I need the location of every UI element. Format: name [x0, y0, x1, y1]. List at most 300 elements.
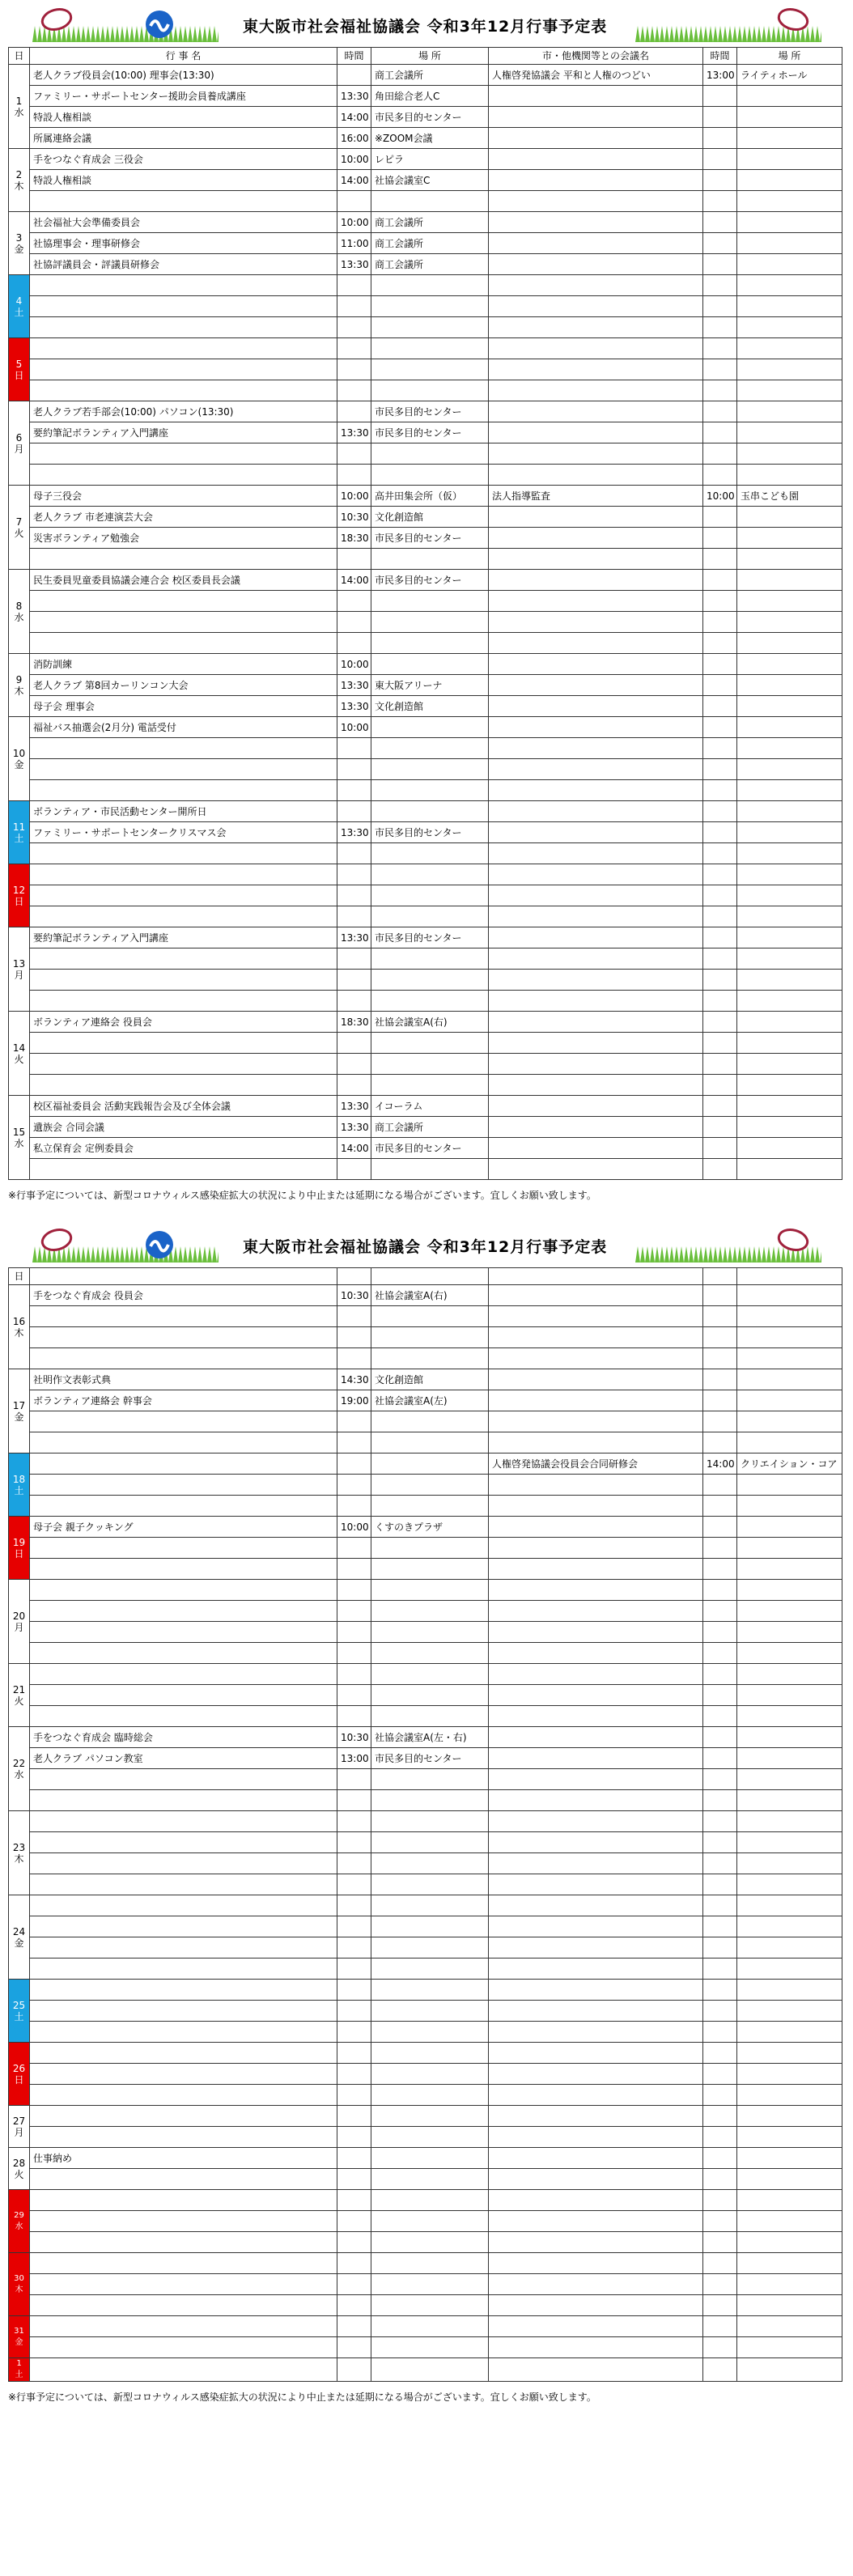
rugby-ball-icon	[777, 1227, 810, 1253]
city-event-time	[703, 1601, 737, 1622]
event-time: 13:30	[337, 927, 371, 948]
event-name: ボランティア連絡会 幹事会	[30, 1390, 337, 1411]
day-cell	[9, 1664, 30, 1727]
event-place: 市民多目的センター	[371, 822, 489, 843]
day-number: 19	[12, 1536, 26, 1548]
city-event-place	[737, 738, 842, 759]
event-time	[337, 2148, 371, 2169]
city-event-place	[737, 1769, 842, 1790]
schedule-table	[8, 1267, 842, 2382]
event-time: 14:00	[337, 570, 371, 591]
event-time	[337, 1075, 371, 1096]
grass-decoration	[32, 2, 219, 42]
event-time	[337, 1895, 371, 1916]
city-event-time	[703, 1895, 737, 1916]
event-place	[371, 1980, 489, 2001]
city-event-time	[703, 359, 737, 380]
table-row	[9, 170, 842, 191]
event-time	[337, 864, 371, 885]
table-row	[9, 2085, 842, 2106]
city-event-time	[703, 549, 737, 570]
city-event-place	[737, 359, 842, 380]
city-event-time	[703, 212, 737, 233]
event-name	[30, 2127, 337, 2148]
city-event-place	[737, 822, 842, 843]
event-name: 母子三役会	[30, 486, 337, 507]
city-event-name	[489, 570, 703, 591]
event-place	[371, 948, 489, 970]
event-name	[30, 1559, 337, 1580]
event-place: 市民多目的センター	[371, 422, 489, 443]
event-time	[337, 1159, 371, 1180]
event-time: 14:00	[337, 107, 371, 128]
city-event-time	[703, 906, 737, 927]
event-name	[30, 317, 337, 338]
city-event-name	[489, 380, 703, 401]
event-time	[337, 2337, 371, 2358]
table-row	[9, 1538, 842, 1559]
table-row	[9, 359, 842, 380]
day-cell	[9, 2190, 30, 2253]
event-name	[30, 2274, 337, 2295]
event-time	[337, 2169, 371, 2190]
city-event-time	[703, 927, 737, 948]
event-time	[337, 338, 371, 359]
event-time	[337, 359, 371, 380]
header-empty	[337, 1268, 371, 1285]
city-event-name	[489, 359, 703, 380]
city-event-name	[489, 948, 703, 970]
day-number: 16	[12, 1315, 26, 1327]
city-event-name	[489, 1306, 703, 1327]
event-place: 社協会議室A(右)	[371, 1012, 489, 1033]
event-name	[30, 1811, 337, 1832]
table-row	[9, 717, 842, 738]
event-place	[371, 1664, 489, 1685]
event-time	[337, 2064, 371, 2085]
table-row	[9, 296, 842, 317]
city-event-place	[737, 1895, 842, 1916]
table-row	[9, 149, 842, 170]
city-event-time	[703, 1138, 737, 1159]
event-time	[337, 1559, 371, 1580]
city-event-time	[703, 1874, 737, 1895]
event-place	[371, 191, 489, 212]
city-event-place	[737, 633, 842, 654]
table-row	[9, 507, 842, 528]
table-row	[9, 2169, 842, 2190]
event-place: 商工会議所	[371, 254, 489, 275]
event-place	[371, 359, 489, 380]
city-event-name	[489, 422, 703, 443]
event-time	[337, 2274, 371, 2295]
city-event-name	[489, 1075, 703, 1096]
event-time: 16:00	[337, 128, 371, 149]
city-event-time	[703, 233, 737, 254]
event-name	[30, 1538, 337, 1559]
city-event-name	[489, 2064, 703, 2085]
city-event-place	[737, 801, 842, 822]
table-row	[9, 2148, 842, 2169]
event-time	[337, 65, 371, 86]
city-event-time	[703, 107, 737, 128]
city-event-name	[489, 2043, 703, 2064]
header-empty	[489, 1268, 703, 1285]
table-row	[9, 991, 842, 1012]
event-name	[30, 338, 337, 359]
event-time: 10:30	[337, 1285, 371, 1306]
event-time	[337, 2043, 371, 2064]
event-place	[371, 970, 489, 991]
table-row	[9, 107, 842, 128]
city-event-name	[489, 2190, 703, 2211]
city-event-time	[703, 1159, 737, 1180]
page-header	[0, 0, 853, 47]
city-event-time	[703, 633, 737, 654]
table-row	[9, 1685, 842, 1706]
day-weekday: 木	[14, 1852, 24, 1865]
city-event-place	[737, 1159, 842, 1180]
city-event-place	[737, 1411, 842, 1432]
event-place	[371, 2211, 489, 2232]
event-name	[30, 948, 337, 970]
city-event-name	[489, 549, 703, 570]
city-event-place	[737, 2043, 842, 2064]
event-time: 10:00	[337, 1517, 371, 1538]
event-name	[30, 1580, 337, 1601]
city-event-time	[703, 1580, 737, 1601]
table-row	[9, 675, 842, 696]
city-event-place	[737, 1054, 842, 1075]
day-cell	[9, 1012, 30, 1096]
event-name	[30, 275, 337, 296]
event-time	[337, 2295, 371, 2316]
event-time	[337, 1033, 371, 1054]
table-row	[9, 1811, 842, 1832]
event-time: 11:00	[337, 233, 371, 254]
city-event-time	[703, 2358, 737, 2382]
day-cell	[9, 486, 30, 570]
day-cell	[9, 801, 30, 864]
event-time	[337, 1790, 371, 1811]
city-event-time	[703, 2295, 737, 2316]
city-event-time	[703, 612, 737, 633]
day-number: 9	[15, 673, 23, 685]
city-event-time: 13:00	[703, 65, 737, 86]
event-name	[30, 759, 337, 780]
city-event-name	[489, 1895, 703, 1916]
city-event-place	[737, 717, 842, 738]
day-cell	[9, 654, 30, 717]
city-event-place	[737, 1432, 842, 1454]
event-place	[371, 1685, 489, 1706]
city-event-name	[489, 1769, 703, 1790]
event-time: 13:30	[337, 422, 371, 443]
day-number: 6	[15, 431, 23, 443]
event-time	[337, 191, 371, 212]
event-time	[337, 1706, 371, 1727]
event-name	[30, 612, 337, 633]
table-row	[9, 1937, 842, 1959]
city-event-name	[489, 2211, 703, 2232]
day-weekday: 日	[14, 369, 24, 381]
city-event-name	[489, 2337, 703, 2358]
event-name: 遺族会 合同会議	[30, 1117, 337, 1138]
day-cell	[9, 927, 30, 1012]
day-cell	[9, 1980, 30, 2043]
city-event-name	[489, 1706, 703, 1727]
header-empty	[703, 1268, 737, 1285]
event-name	[30, 1054, 337, 1075]
city-event-time	[703, 2085, 737, 2106]
day-weekday: 土	[14, 2010, 24, 2022]
city-event-place	[737, 2295, 842, 2316]
day-weekday: 木	[14, 180, 24, 192]
event-name	[30, 843, 337, 864]
day-cell	[9, 1727, 30, 1811]
city-event-place	[737, 2148, 842, 2169]
city-event-time	[703, 1769, 737, 1790]
table-row	[9, 1012, 842, 1033]
table-row	[9, 864, 842, 885]
city-event-name	[489, 2106, 703, 2127]
event-time	[337, 380, 371, 401]
table-row	[9, 1033, 842, 1054]
city-event-place	[737, 212, 842, 233]
table-row	[9, 317, 842, 338]
city-event-time	[703, 2316, 737, 2337]
city-event-place	[737, 1117, 842, 1138]
city-event-place	[737, 1369, 842, 1390]
table-row	[9, 191, 842, 212]
event-time: 18:30	[337, 528, 371, 549]
rugby-ball-icon	[777, 6, 810, 32]
city-event-place	[737, 1033, 842, 1054]
city-event-name	[489, 1033, 703, 1054]
event-name: ファミリー・サポートセンタークリスマス会	[30, 822, 337, 843]
city-event-place	[737, 317, 842, 338]
city-event-time	[703, 2337, 737, 2358]
day-cell	[9, 717, 30, 801]
table-row	[9, 212, 842, 233]
event-place: イコーラム	[371, 1096, 489, 1117]
day-number: 15	[12, 1126, 26, 1138]
table-row	[9, 1832, 842, 1853]
event-place	[371, 591, 489, 612]
table-row	[9, 1643, 842, 1664]
event-time: 10:30	[337, 1727, 371, 1748]
event-time	[337, 1411, 371, 1432]
event-name: 福祉バス抽選会(2月分) 電話受付	[30, 717, 337, 738]
event-time: 10:00	[337, 654, 371, 675]
event-time	[337, 2106, 371, 2127]
table-row	[9, 128, 842, 149]
event-name	[30, 970, 337, 991]
city-event-place	[737, 1390, 842, 1411]
event-place	[371, 2190, 489, 2211]
event-place	[371, 1769, 489, 1790]
event-place	[371, 2169, 489, 2190]
city-event-place: ライティホール	[737, 65, 842, 86]
city-event-place	[737, 465, 842, 486]
table-row	[9, 65, 842, 86]
event-time: 13:30	[337, 1117, 371, 1138]
event-time: 10:00	[337, 212, 371, 233]
event-time: 13:30	[337, 675, 371, 696]
event-place	[371, 843, 489, 864]
table-row	[9, 1285, 842, 1306]
event-place: 東大阪アリーナ	[371, 675, 489, 696]
event-name: 社協理事会・理事研修会	[30, 233, 337, 254]
city-event-time	[703, 528, 737, 549]
city-event-place	[737, 170, 842, 191]
city-event-place	[737, 233, 842, 254]
event-time	[337, 275, 371, 296]
day-weekday: 火	[14, 527, 24, 539]
day-number: 4	[15, 295, 23, 307]
event-time: 13:00	[337, 1748, 371, 1769]
city-event-name	[489, 1727, 703, 1748]
city-event-name	[489, 2022, 703, 2043]
event-time	[337, 843, 371, 864]
event-name: 手をつなぐ育成会 役員会	[30, 1285, 337, 1306]
event-place	[371, 1054, 489, 1075]
event-time: 19:00	[337, 1390, 371, 1411]
city-event-name	[489, 1622, 703, 1643]
event-name	[30, 1685, 337, 1706]
city-event-name	[489, 1685, 703, 1706]
city-event-time	[703, 1959, 737, 1980]
city-event-name	[489, 843, 703, 864]
event-name	[30, 738, 337, 759]
day-number: 1	[16, 2359, 22, 2368]
city-event-name	[489, 507, 703, 528]
event-time: 14:30	[337, 1369, 371, 1390]
event-place	[371, 380, 489, 401]
day-weekday: 火	[14, 2168, 24, 2180]
city-event-place	[737, 675, 842, 696]
day-number: 27	[12, 2115, 26, 2127]
table-row	[9, 1117, 842, 1138]
event-name	[30, 549, 337, 570]
day-number: 10	[12, 747, 26, 759]
event-place: 角田総合老人C	[371, 86, 489, 107]
day-weekday: 日	[14, 1547, 24, 1560]
table-row	[9, 1475, 842, 1496]
table-row	[9, 1727, 842, 1748]
table-row	[9, 1432, 842, 1454]
city-event-name	[489, 1159, 703, 1180]
event-name	[30, 1622, 337, 1643]
event-place	[371, 1706, 489, 1727]
event-place	[371, 2148, 489, 2169]
event-time	[337, 2316, 371, 2337]
day-weekday: 土	[14, 306, 24, 318]
day-weekday: 金	[14, 1937, 24, 1949]
city-event-time	[703, 1390, 737, 1411]
table-row	[9, 1622, 842, 1643]
city-event-name	[489, 128, 703, 149]
table-row	[9, 591, 842, 612]
table-row	[9, 738, 842, 759]
city-event-time	[703, 86, 737, 107]
footnote: ※行事予定については、新型コロナウィルス感染症拡大の状況により中止または延期になる場合がございます。宜しくお願い致します。	[8, 2391, 596, 2403]
event-name	[30, 1959, 337, 1980]
schedule-table	[8, 47, 842, 1180]
event-time: 13:30	[337, 822, 371, 843]
city-event-time	[703, 696, 737, 717]
event-place	[371, 1937, 489, 1959]
event-place: ※ZOOM会議	[371, 128, 489, 149]
event-place	[371, 1348, 489, 1369]
table-row	[9, 2253, 842, 2274]
city-event-name	[489, 465, 703, 486]
city-event-place	[737, 991, 842, 1012]
day-number: 26	[12, 2062, 26, 2074]
day-weekday: 木	[14, 1326, 24, 1339]
day-number: 20	[12, 1610, 26, 1622]
city-event-time	[703, 1937, 737, 1959]
table-row	[9, 2064, 842, 2085]
event-name	[30, 1306, 337, 1327]
table-row	[9, 2001, 842, 2022]
city-event-time	[703, 1748, 737, 1769]
event-time: 13:30	[337, 696, 371, 717]
city-event-place	[737, 2169, 842, 2190]
city-event-time	[703, 2127, 737, 2148]
city-event-time	[703, 2001, 737, 2022]
city-event-time	[703, 1832, 737, 1853]
event-place	[371, 1622, 489, 1643]
table-row	[9, 338, 842, 359]
city-event-place	[737, 591, 842, 612]
event-place: 文化創造館	[371, 507, 489, 528]
event-name	[30, 2022, 337, 2043]
table-row	[9, 86, 842, 107]
city-event-time	[703, 1012, 737, 1033]
event-place	[371, 1601, 489, 1622]
event-time	[337, 885, 371, 906]
city-event-place	[737, 338, 842, 359]
city-event-place	[737, 612, 842, 633]
city-event-time	[703, 570, 737, 591]
header-city-event: 市・他機関等との会議名	[489, 48, 703, 65]
event-place	[371, 717, 489, 738]
event-time	[337, 2085, 371, 2106]
city-event-place	[737, 1306, 842, 1327]
city-event-time	[703, 128, 737, 149]
event-name: 社明作文表彰式典	[30, 1369, 337, 1390]
city-event-time	[703, 759, 737, 780]
event-place	[371, 1959, 489, 1980]
event-place: 高井田集会所（仮）	[371, 486, 489, 507]
city-event-name	[489, 738, 703, 759]
city-event-time	[703, 170, 737, 191]
event-place	[371, 1832, 489, 1853]
event-name	[30, 1033, 337, 1054]
table-row	[9, 443, 842, 465]
table-row	[9, 970, 842, 991]
event-name	[30, 780, 337, 801]
event-time	[337, 1580, 371, 1601]
footnote: ※行事予定については、新型コロナウィルス感染症拡大の状況により中止または延期になる場合がございます。宜しくお願い致します。	[8, 1190, 596, 1201]
city-event-name	[489, 1748, 703, 1769]
city-event-place	[737, 885, 842, 906]
table-row	[9, 2358, 842, 2382]
event-name: 社会福祉大会準備委員会	[30, 212, 337, 233]
city-event-place	[737, 1959, 842, 1980]
event-name	[30, 633, 337, 654]
